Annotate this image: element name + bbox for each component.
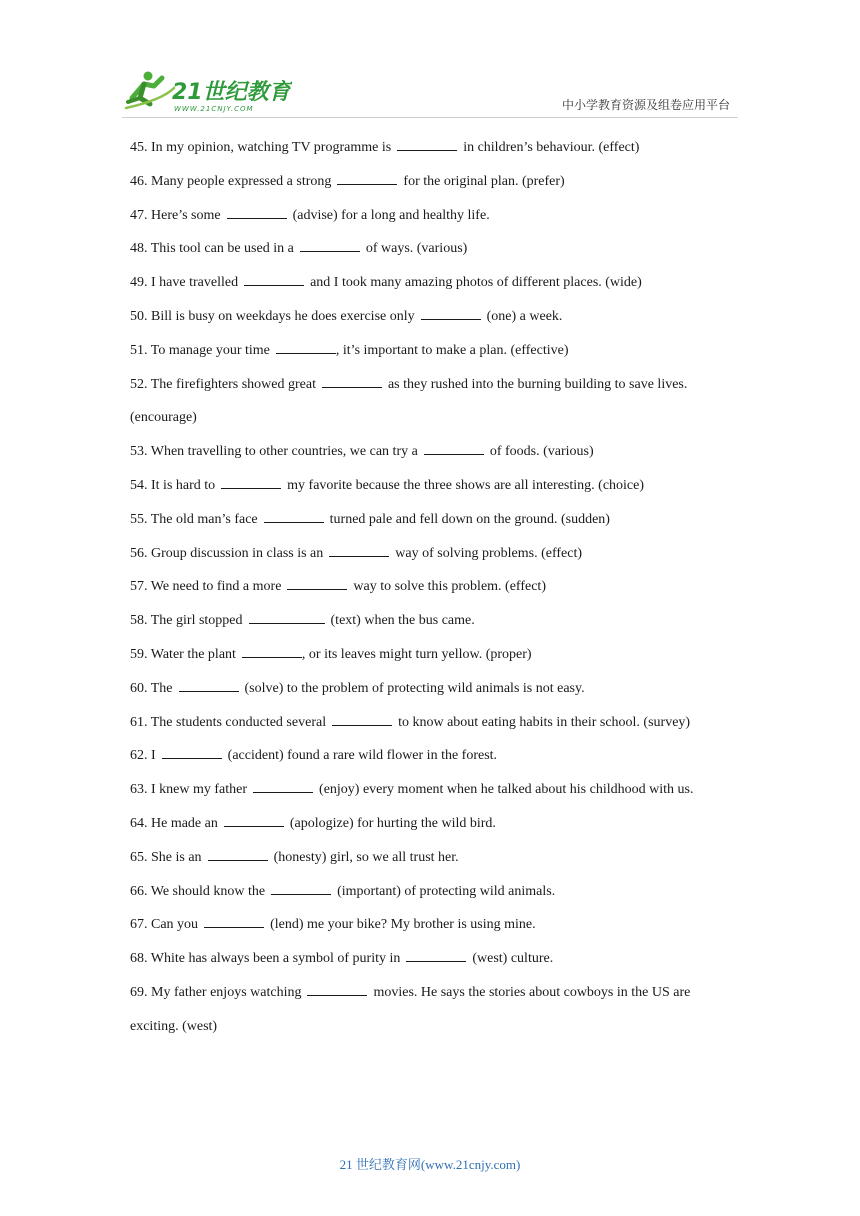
page-header: [0, 0, 860, 120]
question-text-before: To manage your time: [150, 342, 270, 358]
answer-blank[interactable]: [221, 476, 281, 489]
question-text-before: I have travelled: [151, 275, 239, 291]
answer-blank[interactable]: [307, 983, 367, 996]
question-item: [130, 435, 740, 469]
question-item: [130, 908, 740, 942]
question-text-after: (apologize) for hurting the wild bird.: [289, 815, 496, 831]
question-item: [130, 942, 740, 976]
question-item: [130, 807, 740, 841]
question-text-before: The girl stopped: [150, 613, 243, 629]
question-text-before: I: [151, 748, 156, 764]
question-text-after: (west) culture.: [472, 951, 554, 967]
answer-blank[interactable]: [276, 341, 336, 354]
answer-blank[interactable]: [397, 138, 457, 151]
question-item: [130, 469, 740, 503]
question-text-before: Can you: [151, 917, 199, 933]
question-item: [130, 841, 740, 875]
answer-blank[interactable]: [322, 375, 382, 388]
question-text-before: I knew my father: [151, 782, 248, 798]
question-text-after: of ways. (various): [365, 241, 468, 257]
answer-blank[interactable]: [253, 780, 313, 793]
question-number: 58.: [130, 613, 148, 629]
question-text-after: way of solving problems. (effect): [395, 545, 583, 561]
question-item: [130, 368, 740, 436]
question-text-after: turned pale and fell down on the ground. (sudden): [329, 511, 610, 527]
answer-blank[interactable]: [179, 679, 239, 692]
brand-logo: [122, 68, 292, 116]
answer-blank[interactable]: [337, 172, 397, 185]
question-text-after: for the original plan. (prefer): [403, 173, 565, 189]
answer-blank[interactable]: [287, 577, 347, 590]
question-text-after: to know about eating habits in their school. (survey): [398, 714, 691, 730]
question-text-after: (enjoy) every moment when he talked about his childhood with us.: [319, 782, 694, 798]
question-text-before: We need to find a more: [150, 579, 282, 595]
answer-blank[interactable]: [224, 814, 284, 827]
question-item: [130, 266, 740, 300]
question-text-before: The old man’s face: [150, 511, 258, 527]
question-text-after: (text) when the bus came.: [330, 613, 475, 629]
question-item: [130, 131, 740, 165]
question-item: [130, 570, 740, 604]
question-text-after: and I took many amazing photos of different places. (wide): [310, 275, 642, 291]
question-text-before: The: [150, 680, 173, 696]
answer-blank[interactable]: [162, 746, 222, 759]
question-text-after: way to solve this problem. (effect): [353, 579, 546, 595]
question-text-after: , it’s important to make a plan. (effective): [335, 342, 569, 358]
question-number: 56.: [130, 545, 148, 561]
question-text-before: It is hard to: [151, 477, 216, 493]
question-number: 47.: [130, 207, 148, 223]
answer-blank[interactable]: [249, 611, 325, 624]
question-text-after: of foods. (various): [489, 444, 594, 460]
question-number: 68.: [130, 951, 148, 967]
question-item: [130, 537, 740, 571]
question-text-before: This tool can be used in a: [150, 241, 294, 257]
answer-blank[interactable]: [264, 510, 324, 523]
question-number: 51.: [130, 342, 148, 358]
question-text-before: Water the plant: [150, 646, 236, 662]
question-item: [130, 773, 740, 807]
question-number: 64.: [130, 815, 148, 831]
question-text-before: The students conducted several: [150, 714, 327, 730]
question-text-before: She is an: [151, 849, 202, 865]
question-text-before: Group discussion in class is an: [151, 545, 324, 561]
question-number: 65.: [130, 849, 148, 865]
question-item: [130, 503, 740, 537]
question-number: 69.: [130, 984, 148, 1000]
question-text-before: When travelling to other countries, we can try a: [150, 444, 418, 460]
question-item: [130, 199, 740, 233]
question-text-before: In my opinion, watching TV programme is: [151, 140, 392, 155]
question-text-before: Bill is busy on weekdays he does exercise only: [151, 308, 415, 324]
answer-blank[interactable]: [421, 307, 481, 320]
question-item: [130, 875, 740, 909]
platform-title: 中小学教育资源及组卷应用平台: [561, 98, 730, 112]
question-text-after: movies. He says the stories about cowboys in the US are exciting. (west): [130, 984, 691, 1034]
question-text-after: (honesty) girl, so we all trust her.: [273, 849, 459, 865]
answer-blank[interactable]: [424, 442, 484, 455]
header-divider: [122, 117, 738, 118]
question-text-before: Many people expressed a strong: [151, 173, 332, 189]
answer-blank[interactable]: [242, 645, 302, 658]
question-text-after: (important) of protecting wild animals.: [337, 883, 556, 899]
page-footer[interactable]: 21 世纪教育网(www.21cnjy.com): [339, 1157, 521, 1172]
question-text-after: in children’s behaviour. (effect): [463, 140, 640, 155]
question-text-before: White has always been a symbol of purity in: [150, 951, 401, 967]
question-item: [130, 739, 740, 773]
logo-url: WWW.21CNJY.COM: [174, 105, 254, 113]
answer-blank[interactable]: [329, 544, 389, 557]
question-item: [130, 232, 740, 266]
answer-blank[interactable]: [332, 713, 392, 726]
question-text-after: (advise) for a long and healthy life.: [292, 207, 490, 223]
question-text-after: as they rushed into the burning building to save lives. (encourage): [130, 376, 688, 426]
question-text-before: The firefighters showed great: [150, 376, 316, 392]
question-text-after: (accident) found a rare wild flower in the forest.: [227, 748, 498, 764]
question-item: [130, 165, 740, 199]
question-number: 60.: [130, 680, 148, 696]
question-item: [130, 638, 740, 672]
question-number: 67.: [130, 917, 148, 933]
question-item: [130, 334, 740, 368]
question-text-after: (lend) me your bike? My brother is using mine.: [270, 917, 536, 933]
question-number: 52.: [130, 376, 148, 392]
question-number: 46.: [130, 173, 148, 189]
question-item: [130, 300, 740, 334]
question-text-before: He made an: [151, 815, 218, 831]
question-text-before: Here’s some: [151, 207, 221, 223]
question-text-after: (one) a week.: [486, 308, 563, 324]
answer-blank[interactable]: [271, 882, 331, 895]
question-number: 59.: [130, 646, 148, 662]
question-item: [130, 976, 740, 1044]
question-list: [130, 131, 740, 1044]
question-text-before: We should know the: [150, 883, 266, 899]
answer-blank[interactable]: [208, 848, 268, 861]
answer-blank[interactable]: [204, 915, 264, 928]
question-item: [130, 604, 740, 638]
question-number: 62.: [130, 748, 148, 764]
question-number: 54.: [130, 477, 148, 493]
question-number: 66.: [130, 883, 148, 899]
question-text-before: My father enjoys watching: [151, 984, 302, 1000]
question-number: 45.: [130, 140, 148, 155]
question-item: [130, 706, 740, 740]
question-number: 53.: [130, 444, 148, 460]
question-number: 57.: [130, 579, 148, 595]
question-item: [130, 672, 740, 706]
question-number: 55.: [130, 511, 148, 527]
answer-blank[interactable]: [300, 239, 360, 252]
question-number: 61.: [130, 714, 148, 730]
question-number: 50.: [130, 308, 148, 324]
question-text-after: my favorite because the three shows are all interesting. (choice): [287, 477, 645, 493]
question-number: 48.: [130, 241, 148, 257]
question-number: 63.: [130, 782, 148, 798]
answer-blank[interactable]: [244, 273, 304, 286]
question-text-after: (solve) to the problem of protecting wild animals is not easy.: [244, 680, 585, 696]
answer-blank[interactable]: [227, 206, 287, 219]
question-text-after: , or its leaves might turn yellow. (proper): [301, 646, 532, 662]
question-number: 49.: [130, 275, 148, 291]
logo-wordmark: 21世纪教育: [172, 80, 291, 105]
answer-blank[interactable]: [406, 949, 466, 962]
runner-icon: [126, 72, 174, 109]
